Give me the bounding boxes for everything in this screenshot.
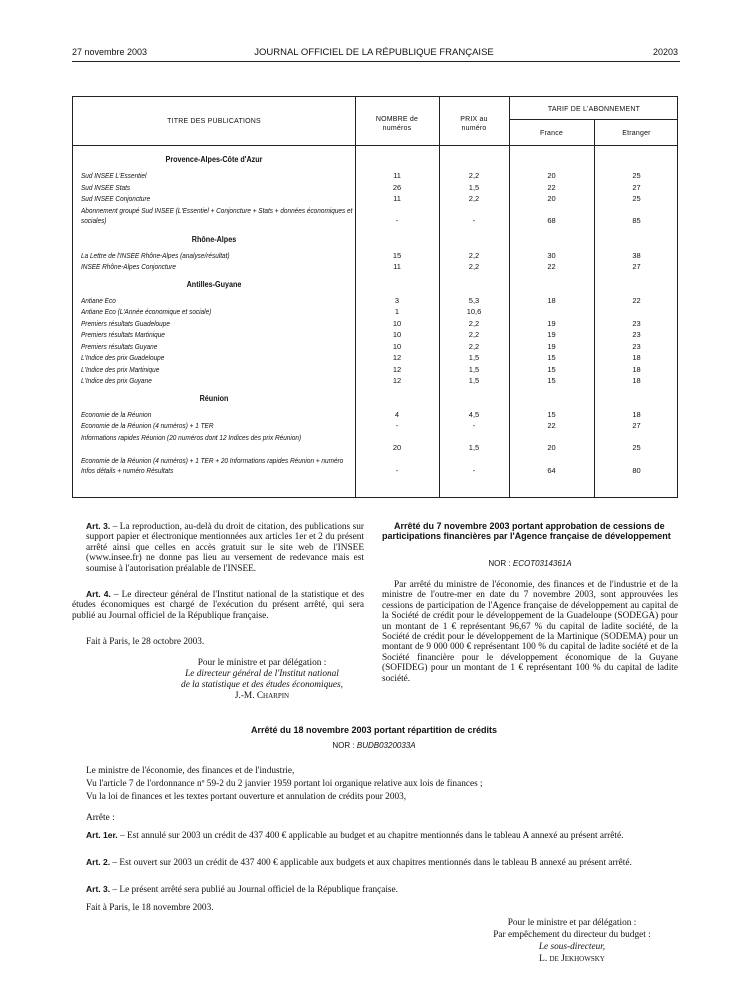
bottom-art2-label: Art. 2. (86, 857, 111, 867)
publication-title: L'Indice des prix Guyane (81, 376, 152, 385)
etranger-cell: 38 (632, 250, 641, 260)
publication-title: Economie de la Réunion (4 numéros) + 1 TER + 20 Informations rapides Réunion + numéro Infos détails + numéro Résultats (81, 455, 344, 475)
france-cell: 20 (547, 194, 556, 203)
nombre-cell: 12 (392, 364, 402, 374)
bottom-art3-label: Art. 3. (86, 884, 111, 894)
nombre-cell: 20 (392, 442, 402, 452)
prix-cell: 2,2 (468, 341, 480, 351)
etranger-cell: 22 (632, 295, 641, 305)
france-cell: 15 (547, 353, 556, 362)
france-cell: 20 (547, 442, 556, 452)
header-date: 27 novembre 2003 (72, 47, 148, 57)
nombre-cell: - (395, 421, 399, 430)
publication-title: Sud INSEE L'Essentiel (81, 171, 147, 180)
france-cell: 19 (547, 318, 556, 328)
nombre-cell: 10 (392, 318, 402, 328)
column-header-title: TITRE DES PUBLICATIONS (167, 118, 261, 125)
bottom-signature-3: Le sous-directeur, (538, 942, 606, 952)
publication-title: Premiers résultats Guyane (81, 341, 158, 351)
left-signature-3: de la statistique et des études économiques, (181, 680, 343, 690)
bottom-art3-paragraph (72, 884, 678, 895)
decree-7-nov-text: Par arrêté du ministre de l'économie, des finances et de l'industrie et de la ministre de l'outre-mer en date du 7 novembre 2003, sont approuvées les cessions de participation de l'Agence française de développement au capital de la Société de crédit pour le développement de la Guadeloupe (SODEGA) pour un montant de 1 € représentant 96,67 % du capital de ladite société, de la Société de crédit pour le développement de la Martinique (SODEMA) pour un montant de 9 000 000 € représentant 100 % du capital de ladite société et de la Société financière pour le développement économique de la Guyane (SOFIDEG) pour un montant de 1 € représentant 100 % du capital de ladite société. (382, 580, 678, 684)
vis-2: Vu l'article 7 de l'ordonnance nº 59-2 du 2 janvier 1959 portant loi organique relative aux lois de finances ; (86, 779, 483, 789)
art4-text: – Le directeur général de l'Institut national de la statistique et des études économiques est chargé de l'exécution du présent arrêté, qui sera publié au Journal officiel de la République française. (72, 590, 364, 621)
prix-cell: 5,3 (468, 295, 480, 305)
france-cell: 19 (547, 341, 556, 351)
column-header-france: France (540, 130, 563, 137)
bottom-signature-4: L. de Jekhowsky (539, 954, 605, 964)
section-header: Provence-Alpes-Côte d'Azur (165, 155, 263, 164)
france-cell: 64 (547, 465, 556, 475)
nombre-cell: 11 (393, 171, 401, 180)
section-header: Antilles-Guyane (186, 279, 242, 289)
etranger-cell: 23 (632, 318, 641, 328)
arrete-label: Arrête : (86, 813, 115, 823)
france-cell: 15 (547, 409, 556, 419)
publication-title: Economie de la Réunion (81, 409, 152, 419)
art4-paragraph (72, 589, 364, 621)
nombre-cell: 12 (392, 376, 402, 385)
prix-cell: 2,2 (468, 250, 480, 260)
publication-title: Antiane Eco (81, 295, 116, 305)
decree-7-nov-nor (382, 559, 678, 568)
nombre-cell: 12 (392, 353, 402, 362)
bottom-art1-text: – Est annulé sur 2003 un crédit de 437 400 € applicable au budget et au chapitre mentionnés dans le tableau A annexé au présent arrêté. (117, 831, 624, 841)
left-signature-4: J.-M. Charpin (234, 691, 290, 701)
publication-title: Abonnement groupé Sud INSEE (L'Essentiel + Conjoncture + Stats + données économiques et sociales) (81, 205, 353, 225)
vis-1: Le ministre de l'économie, des finances et de l'industrie, (86, 766, 295, 776)
prix-cell: 2,2 (468, 194, 480, 203)
publication-title: Premiers résultats Martinique (81, 330, 165, 339)
etranger-cell: 27 (632, 262, 641, 271)
publication-title: L'Indice des prix Guadeloupe (81, 353, 165, 362)
france-cell: 18 (547, 295, 556, 305)
etranger-cell: 23 (632, 341, 641, 351)
bottom-art3-text: – Le présent arrêté sera publié au Journal officiel de la République française. (110, 885, 399, 895)
prix-cell: 2,2 (468, 318, 480, 328)
prix-cell: 1,5 (468, 442, 480, 452)
prix-cell: 1,5 (468, 364, 480, 374)
prix-cell: 4,5 (468, 409, 480, 419)
nombre-cell: 1 (394, 307, 400, 316)
publication-title: L'Indice des prix Martinique (81, 364, 160, 374)
etranger-cell: 23 (632, 330, 641, 339)
france-cell: 15 (547, 376, 556, 385)
bottom-signature-1: Pour le ministre et par délégation : (507, 918, 637, 928)
decree-7-nov-title: Arrêté du 7 novembre 2003 portant approbation de cessions de participations financières par l'Agence française de développement (382, 521, 671, 541)
art3-paragraph (86, 521, 364, 574)
etranger-cell: 25 (632, 442, 641, 452)
column-header-etranger: Etranger (622, 130, 651, 137)
nombre-cell: 15 (392, 250, 402, 260)
section-header: Réunion (199, 393, 229, 403)
decree-18-nov-nor (0, 741, 748, 750)
france-cell: 19 (547, 330, 556, 339)
etranger-cell: 25 (632, 194, 641, 203)
publications-table (72, 96, 678, 498)
etranger-cell: 18 (632, 364, 641, 374)
nombre-cell: 4 (394, 409, 400, 419)
bottom-signature-2: Par empêchement du directeur du budget : (493, 930, 651, 940)
bottom-art2-paragraph (72, 857, 678, 868)
prix-cell: 1,5 (468, 182, 480, 192)
prix-cell: - (472, 215, 476, 225)
etranger-cell: 27 (632, 421, 641, 430)
art3-label: Art. 3. (86, 521, 111, 531)
decree-18-nov-title: Arrêté du 18 novembre 2003 portant répartition de crédits (250, 725, 498, 735)
art3-text: – La reproduction, au-delà du droit de citation, des publications sur support papier et électronique mentionnées aux articles 1er et 2 du présent arrêté ainsi que celles en accès gratuit sur le site web de l'INSEE (www.insee.fr) ne donne pas lieu au versement de redevance mais est soumise à l'autorisation préalable de l'INSEE. (86, 522, 364, 574)
header-rule (72, 61, 680, 62)
header-page-number: 20203 (652, 47, 678, 57)
france-cell: 15 (547, 364, 556, 374)
nor-value: BUDB0320033A (356, 741, 416, 750)
france-cell: 22 (547, 262, 556, 271)
publication-title: Sud INSEE Stats (81, 182, 131, 192)
france-cell: 20 (547, 171, 556, 180)
column-header-prix: PRIX au numéro (460, 116, 488, 132)
publication-title: Informations rapides Réunion (20 numéros dont 12 Indices des prix Réunion) (81, 432, 302, 442)
etranger-cell: 18 (632, 409, 641, 419)
prix-cell: 1,5 (468, 376, 480, 385)
nor-value: ECOT0314361A (512, 559, 572, 568)
nombre-cell: 11 (393, 194, 401, 203)
section-header: Rhône-Alpes (191, 234, 237, 244)
bottom-fait-a-paris: Fait à Paris, le 18 novembre 2003. (86, 903, 214, 913)
publication-title: INSEE Rhône-Alpes Conjoncture (81, 262, 177, 271)
bottom-art1-paragraph (72, 830, 678, 841)
publication-title: Economie de la Réunion (4 numéros) + 1 TER (81, 421, 214, 430)
nombre-cell: 26 (392, 182, 402, 192)
etranger-cell: 25 (632, 171, 641, 180)
left-fait-a-paris: Fait à Paris, le 28 octobre 2003. (86, 637, 205, 647)
france-cell: 22 (547, 182, 556, 192)
nombre-cell: 10 (392, 341, 402, 351)
publication-title: Premiers résultats Guadeloupe (81, 318, 170, 328)
nombre-cell: 11 (393, 262, 401, 271)
vis-3: Vu la loi de finances et les textes portant ouverture et annulation de crédits pour 2003, (86, 792, 407, 802)
prix-cell: 10,6 (466, 307, 482, 316)
prix-cell: 2,2 (468, 330, 480, 339)
etranger-cell: 80 (632, 465, 641, 475)
nombre-cell: - (395, 465, 399, 475)
prix-cell: 1,5 (468, 353, 480, 362)
prix-cell: - (472, 421, 476, 430)
etranger-cell: 18 (632, 376, 641, 385)
france-cell: 30 (547, 250, 556, 260)
nor-label: NOR : (332, 741, 355, 750)
nor-label: NOR : (488, 559, 511, 568)
etranger-cell: 85 (632, 215, 641, 225)
nombre-cell: 10 (392, 330, 402, 339)
etranger-cell: 27 (632, 182, 641, 192)
publication-title: La Lettre de l'INSEE Rhône-Alpes (analyse/résultat) (81, 250, 230, 260)
column-header-nombre: NOMBRE de numéros (375, 116, 419, 132)
left-signature-2: Le directeur général de l'Institut national (185, 669, 339, 679)
bottom-art1-label: Art. 1er. (86, 830, 118, 840)
left-signature-1: Pour le ministre et par délégation : (197, 658, 327, 668)
nombre-cell: - (395, 215, 399, 225)
nombre-cell: 3 (394, 295, 400, 305)
prix-cell: 2,2 (468, 171, 480, 180)
publication-title: Antiane Eco (L'Année économique et sociale) (81, 307, 212, 316)
france-cell: 68 (547, 215, 556, 225)
art4-label: Art. 4. (86, 589, 111, 599)
prix-cell: - (472, 465, 476, 475)
prix-cell: 2,2 (468, 262, 480, 271)
publication-title: Sud INSEE Conjoncture (81, 194, 151, 203)
column-header-tarif: TARIF DE L'ABONNEMENT (547, 106, 641, 113)
etranger-cell: 18 (632, 353, 641, 362)
france-cell: 22 (547, 421, 556, 430)
header-journal-title: JOURNAL OFFICIEL DE LA RÉPUBLIQUE FRANÇAISE (254, 47, 494, 58)
bottom-art2-text: – Est ouvert sur 2003 un crédit de 437 400 € applicable aux budgets et aux chapitres mentionnés dans le tableau B annexé au présent arrêté. (110, 858, 632, 868)
